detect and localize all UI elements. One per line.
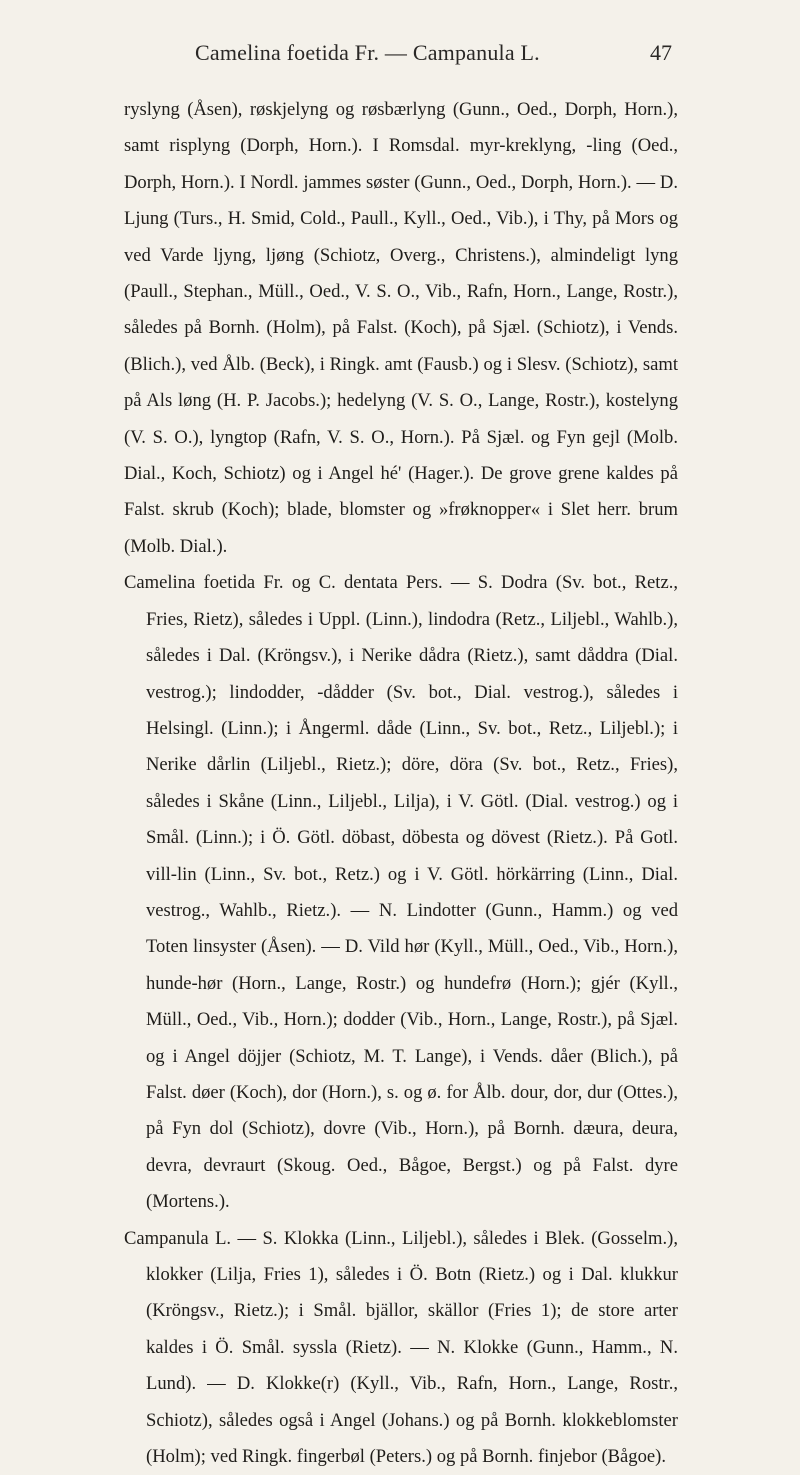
- paragraph-lyng-continued: ryslyng (Åsen), røskjelyng og røsbærlyng (Gunn., Oed., Dorph, Horn.), samt risplyng (Dorph, Horn.). I Romsdal. myr-kreklyng, -ling (Oed., Dorph, Horn.). I Nordl. jammes søster (Gunn., Oed., Dorph, Horn.). — D. Ljung (Turs., H. Smid, Cold., Paull., Kyll., Oed., Vib.), i Thy, på Mors og ved Varde ljyng, ljøng (Schiotz, Overg., Christens.), almindeligt lyng (Paull., Stephan., Müll., Oed., V. S. O., Vib., Rafn, Horn., Lange, Rostr.), således på Bornh. (Holm), på Falst. (Koch), på Sjæl. (Schiotz), i Vends. (Blich.), ved Ålb. (Beck), i Ringk. amt (Fausb.) og i Slesv. (Schiotz), samt på Als løng (H. P. Jacobs.); hedelyng (V. S. O., Lange, Rostr.), kostelyng (V. S. O.), lyngtop (Rafn, V. S. O., Horn.). På Sjæl. og Fyn gejl (Molb. Dial., Koch, Schiotz) og i Angel hé' (Hager.). De grove grene kaldes på Falst. skrub (Koch); blade, blomster og »frøknopper« i Slet herr. brum (Molb. Dial.).: [124, 99, 678, 557]
- running-header: [195, 40, 665, 66]
- header-title: Camelina foetida Fr. — Campanula L.: [195, 40, 540, 65]
- body-text: [124, 92, 678, 1475]
- paragraph-camelina: Camelina foetida Fr. og C. dentata Pers. — S. Dodra (Sv. bot., Retz., Fries, Rietz), således i Uppl. (Linn.), lindodra (Retz., Liljebl., Wahlb.), således i Dal. (Kröngsv.), i Nerike dådra (Rietz.), samt dåddra (Dial. vestrog.); lindodder, -dådder (Sv. bot., Dial. vestrog.), således i Helsingl. (Linn.); i Ångerml. dåde (Linn., Sv. bot., Retz., Liljebl.); i Nerike dårlin (Liljebl., Rietz.); döre, döra (Sv. bot., Retz., Fries), således i Skåne (Linn., Liljebl., Lilja), i V. Götl. (Dial. vestrog.) og i Smål. (Linn.); i Ö. Götl. döbast, döbesta og dövest (Rietz.). På Gotl. vill-lin (Linn., Sv. bot., Retz.) og i V. Götl. hörkärring (Linn., Dial. vestrog., Wahlb., Rietz.). — N. Lindotter (Gunn., Hamm.) og ved Toten linsyster (Åsen). — D. Vild hør (Kyll., Müll., Oed., Vib., Horn.), hunde-hør (Horn., Lange, Rostr.) og hundefrø (Horn.); gjér (Kyll., Müll., Oed., Vib., Horn.); dodder (Vib., Horn., Lange, Rostr.), på Sjæl. og i Angel döjjer (Schiotz, M. T. Lange), i Vends. dåer (Blich.), på Falst. døer (Koch), dor (Horn.), s. og ø. for Ålb. dour, dor, dur (Ottes.), på Fyn dol (Schiotz), dovre (Vib., Horn.), på Bornh. dæura, deura, devra, devraurt (Skoug. Oed., Bågoe, Bergst.) og på Falst. dyre (Mortens.).: [124, 572, 678, 1213]
- paragraph-campanula: Campanula L. — S. Klokka (Linn., Liljebl.), således i Blek. (Gosselm.), klokker (Lilja, Fries 1), således i Ö. Botn (Rietz.) og i Dal. klukkur (Kröngsv., Rietz.); i Smål. bjällor, skällor (Fries 1); de store arter kaldes i Ö. Smål. syssla (Rietz). — N. Klokke (Gunn., Hamm., N. Lund). — D. Klokke(r) (Kyll., Vib., Rafn, Horn., Lange, Rostr., Schiotz), således også i Angel (Johans.) og på Bornh. klokkeblomster (Holm); ved Ringk. fingerbøl (Peters.) og på Bornh. finjebor (Bågoe).: [124, 1227, 678, 1468]
- page-number: 47: [650, 40, 672, 65]
